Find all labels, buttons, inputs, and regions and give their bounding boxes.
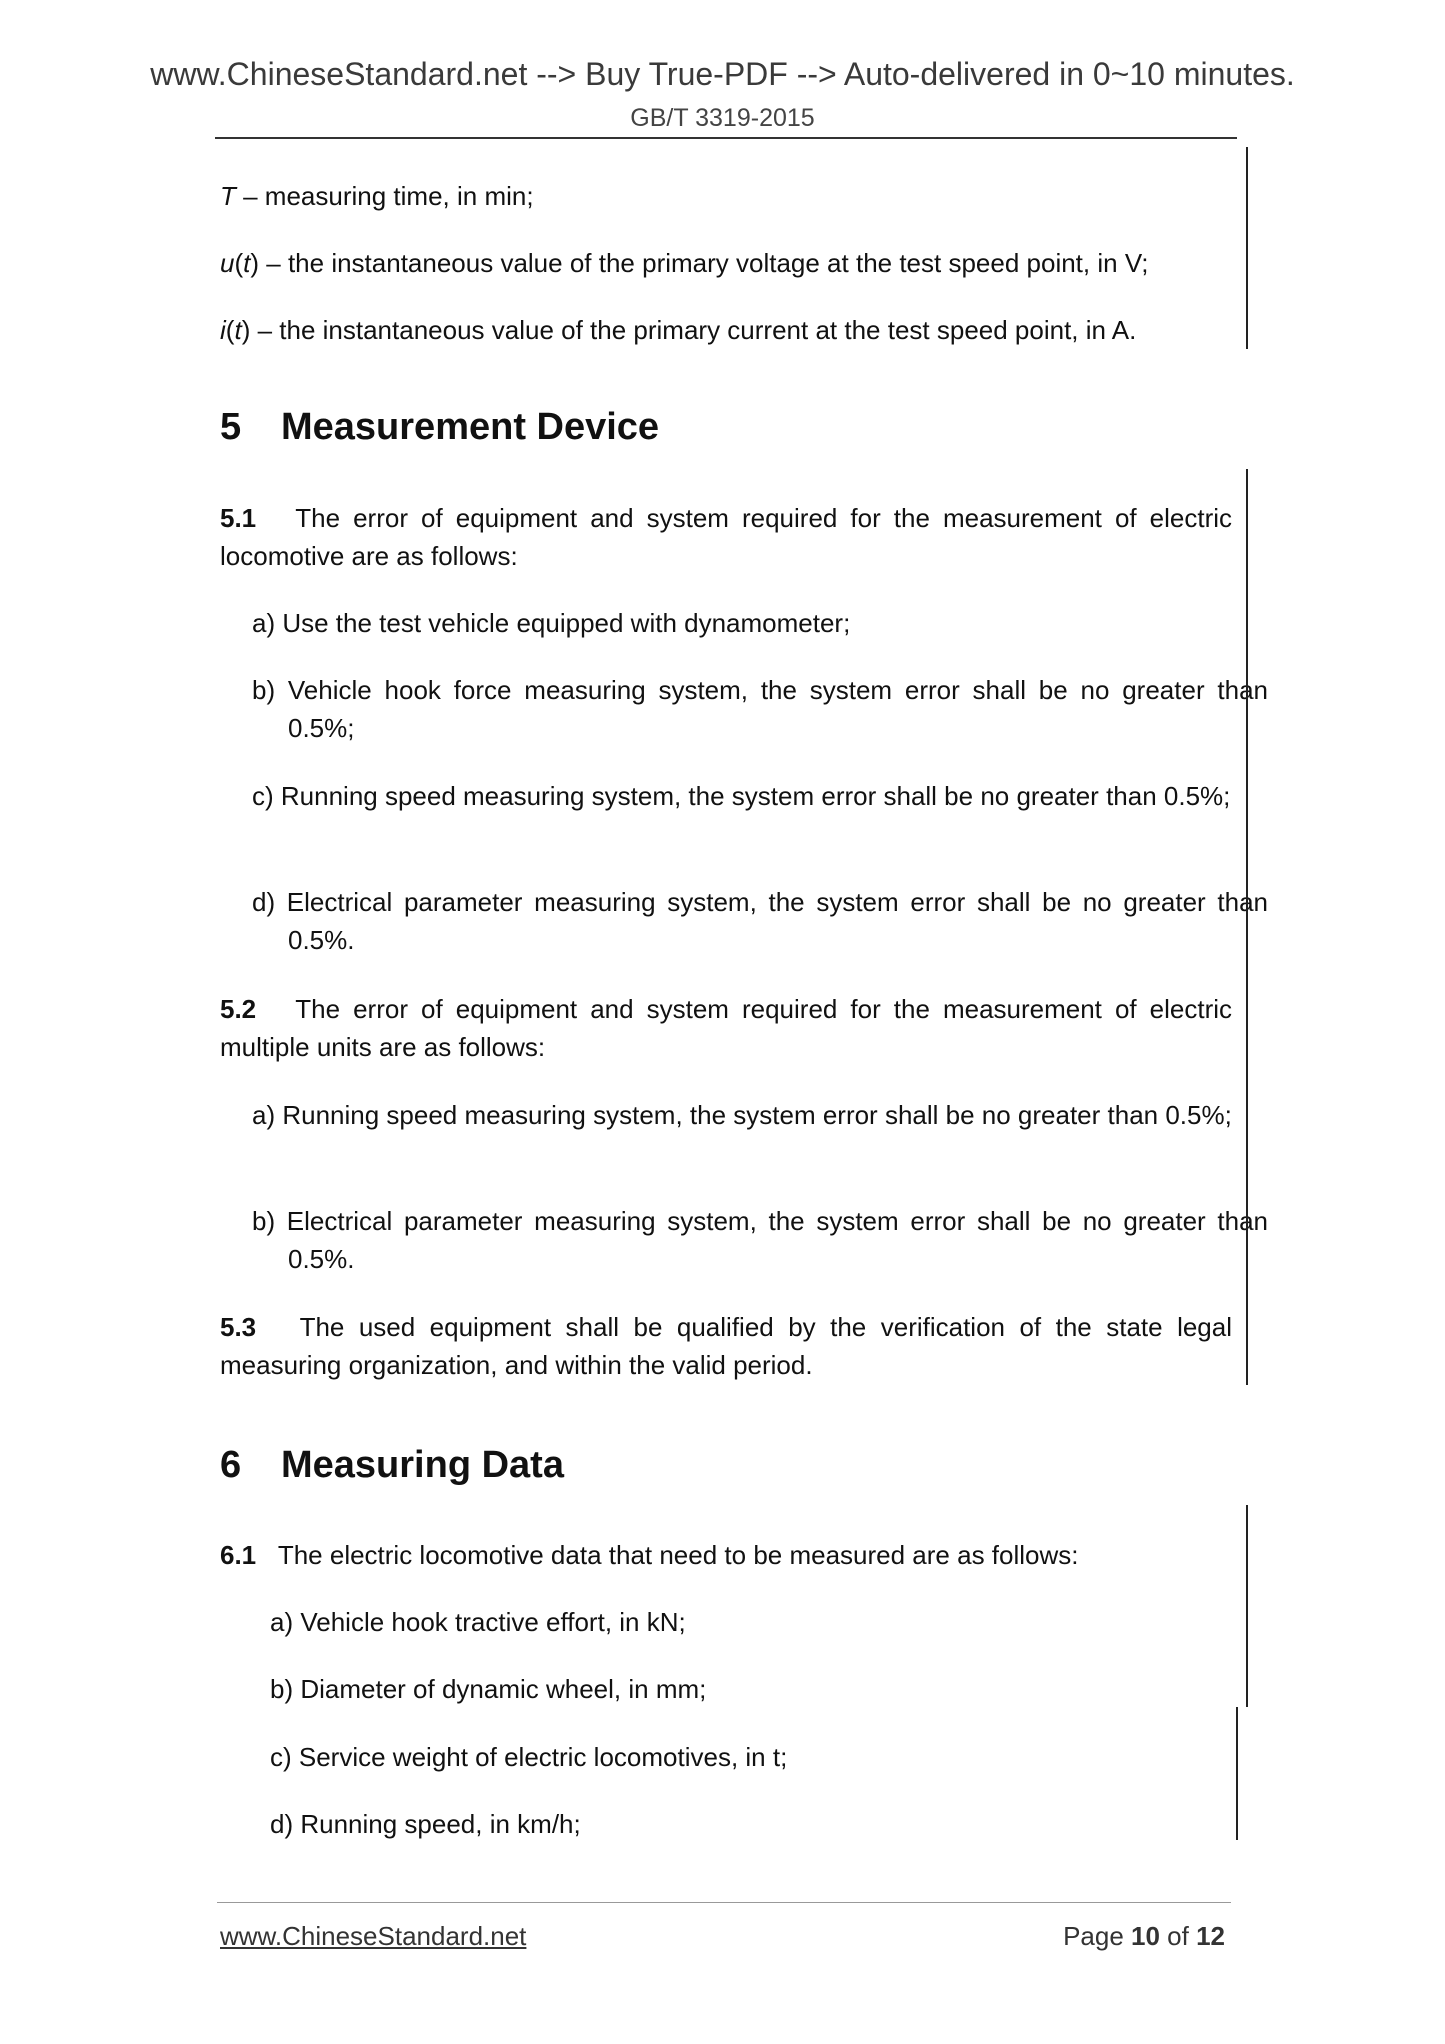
clause-5-3: 5.3 The used equipment shall be qualified by the verification of the state legal measuring organization, and within the valid period. xyxy=(220,1312,1232,1380)
standard-number: GB/T 3319-2015 xyxy=(630,104,815,132)
change-bar xyxy=(1246,1505,1248,1707)
list-item: b) Vehicle hook force measuring system, the system error shall be no greater than 0.5%; xyxy=(252,675,1268,743)
clause-5-1: 5.1 The error of equipment and system required for the measurement of electric locomotive are as follows: xyxy=(220,503,1233,571)
footer-rule xyxy=(217,1902,1231,1903)
list-item: b) Diameter of dynamic wheel, in mm; xyxy=(270,1674,707,1704)
section-5-heading: 5 Measurement Device xyxy=(220,406,660,448)
header-rule xyxy=(215,137,1237,139)
list-item: d) Running speed, in km/h; xyxy=(270,1809,581,1839)
list-item: c) Running speed measuring system, the system error shall be no greater than 0.5%; xyxy=(252,781,1231,811)
page-number: Page 10 of 12 xyxy=(1063,1921,1225,1951)
change-bar xyxy=(1236,1707,1238,1840)
banner-link[interactable]: www.ChineseStandard.net --> Buy True-PDF --> Auto-delivered in 0~10 minutes. xyxy=(150,56,1295,92)
symbol-definition-t: T – measuring time, in min; xyxy=(220,181,534,211)
change-bar xyxy=(1246,147,1248,349)
footer-link[interactable]: www.ChineseStandard.net xyxy=(220,1921,527,1951)
clause-6-1: 6.1 The electric locomotive data that need to be measured are as follows: xyxy=(220,1540,1079,1570)
symbol-definition-u: u(t) – the instantaneous value of the primary voltage at the test speed point, in V; xyxy=(220,248,1149,278)
change-bar xyxy=(1246,469,1248,1385)
list-item: c) Service weight of electric locomotives, in t; xyxy=(270,1742,788,1772)
list-item: a) Use the test vehicle equipped with dynamometer; xyxy=(252,608,851,638)
list-item: a) Running speed measuring system, the system error shall be no greater than 0.5%; xyxy=(252,1100,1232,1130)
list-item: d) Electrical parameter measuring system, the system error shall be no greater than 0.5%. xyxy=(252,887,1268,955)
symbol-definition-i: i(t) – the instantaneous value of the primary current at the test speed point, in A. xyxy=(220,315,1137,345)
clause-5-2: 5.2 The error of equipment and system required for the measurement of electric multiple units are as follows: xyxy=(220,994,1233,1062)
section-6-heading: 6 Measuring Data xyxy=(220,1444,564,1486)
list-item: a) Vehicle hook tractive effort, in kN; xyxy=(270,1607,686,1637)
list-item: b) Electrical parameter measuring system, the system error shall be no greater than 0.5%. xyxy=(252,1206,1268,1274)
